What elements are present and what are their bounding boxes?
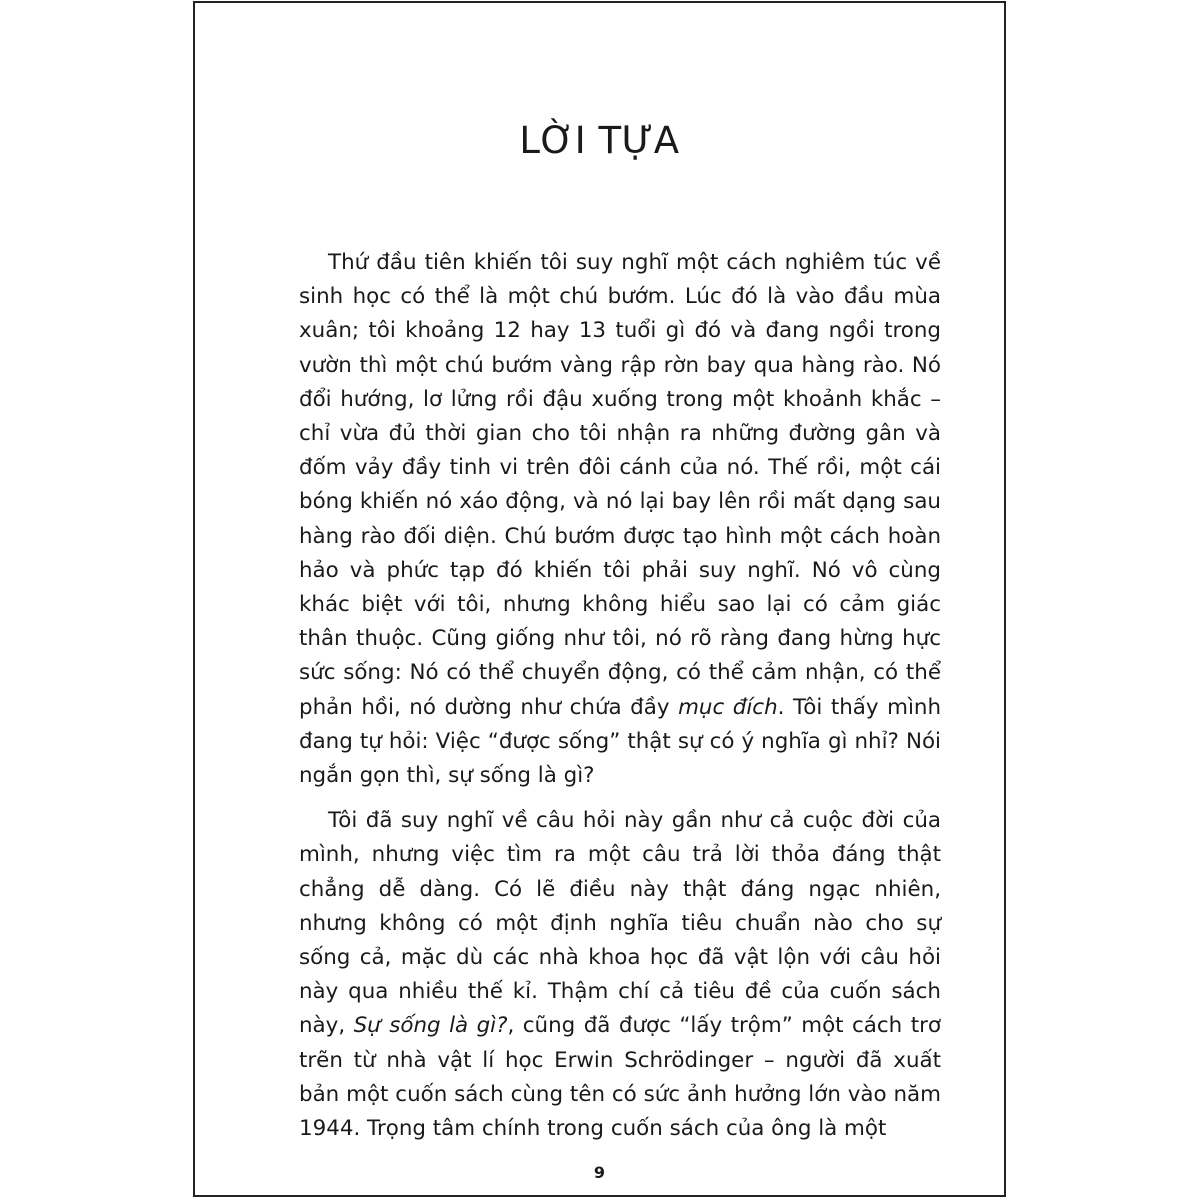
paragraph-text: . Tôi thấy mình đang tự hỏi: Việc “được sống” thật sự có ý nghĩa gì nhỉ? Nói ngắn gọn thì, sự sống là gì? [299,694,942,789]
body-text [299,246,941,1146]
paragraph [299,246,941,793]
page-number: 9 [593,1163,606,1182]
paragraph-text: Thứ đầu tiên khiến tôi suy nghĩ một cách nghiêm túc về sinh học có thể là một chú bướm. Lúc đó là vào đầu mùa xuân; tôi khoảng 12 hay 13 tuổi gì đó và đang ngồi trong vườn thì một chú bướm vàng rập rờn bay qua hàng rào. Nó đổi hướng, lơ lửng rồi đậu xuống trong một khoảnh khắc – chỉ vừa đủ thời gian cho tôi nhận ra những đường gân và đốm vảy đầy tinh vi trên đôi cánh của nó. Thế rồi, một cái bóng khiến nó xáo động, và nó lại bay lên rồi mất dạng sau hàng rào đối diện. Chú bướm được tạo hình một cách hoàn hảo và phức tạp đó khiến tôi phải suy nghĩ. Nó vô cùng khác biệt với tôi, nhưng không hiểu sao lại có cảm giác thân thuộc. Cũng giống như tôi, nó rõ ràng đang hừng hực sức sống: Nó có thể chuyển động, có thể cảm nhận, có thể phản hồi, nó dường như chứa đầy [299,250,941,720]
emphasized-text: mục đích [678,694,778,720]
paragraph-text: , cũng đã được “lấy trộm” một cách trơ trẽn từ nhà vật lí học Erwin Schrödinger – người đã xuất bản một cuốn sách cùng tên có sức ảnh hưởng lớn vào năm 1944. Trọng tâm chính trong cuốn sách của ông là một [299,1013,941,1142]
book-page [193,1,1006,1197]
chapter-title: LỜI TỰA [519,119,680,162]
paragraph-text: Tôi đã suy nghĩ về câu hỏi này gần như cả cuộc đời của mình, nhưng việc tìm ra một câu trả lời thỏa đáng thật chẳng dễ dàng. Có lẽ điều này thật đáng ngạc nhiên, nhưng không có một định nghĩa tiêu chuẩn nào cho sự sống cả, mặc dù các nhà khoa học đã vật lộn với câu hỏi này qua nhiều thế kỉ. Thậm chí cả tiêu đề của cuốn sách này, [299,808,941,1039]
emphasized-text: Sự sống là gì? [353,1013,508,1039]
paragraph [299,804,941,1146]
